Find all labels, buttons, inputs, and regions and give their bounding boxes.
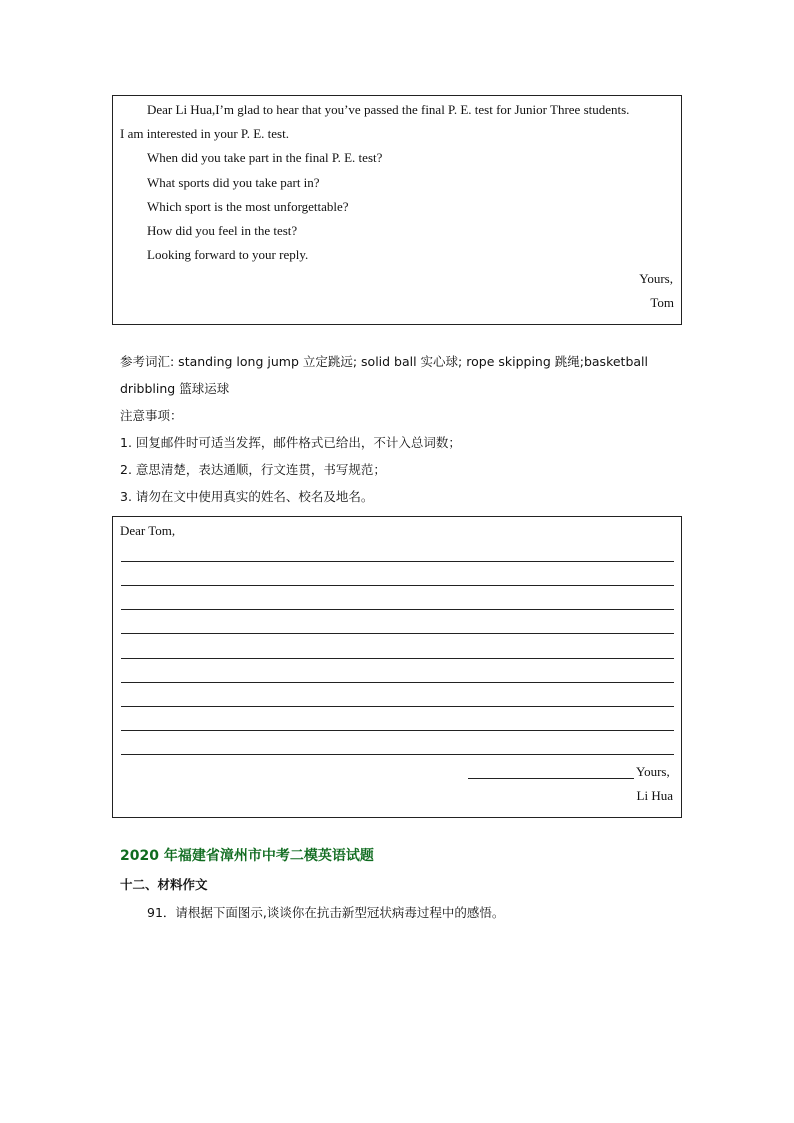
- letter-closing: Yours,: [639, 271, 673, 286]
- writing-line[interactable]: [121, 706, 674, 707]
- notes-item-1: 1. 回复邮件时可适当发挥，邮件格式已给出，不计入总词数；: [120, 435, 461, 450]
- writing-line[interactable]: [121, 730, 674, 731]
- writing-line[interactable]: [121, 754, 674, 755]
- letter-line-1: Dear Li Hua,I’m glad to hear that you’ve passed the final P. E. test for Junior Three students.: [147, 102, 630, 117]
- writing-line[interactable]: [121, 609, 674, 610]
- letter-signature: Tom: [650, 295, 674, 310]
- letter-question-1: When did you take part in the final P. E. test?: [147, 150, 383, 165]
- writing-line[interactable]: [121, 585, 674, 586]
- reply-signature: Li Hua: [636, 788, 673, 803]
- letter-question-3: Which sport is the most unforgettable?: [147, 199, 349, 214]
- letter-question-2: What sports did you take part in?: [147, 175, 320, 190]
- notes-item-2: 2. 意思清楚，表达通顺，行文连贯，书写规范；: [120, 462, 386, 477]
- reply-closing: Yours,: [636, 764, 670, 779]
- writing-line[interactable]: [121, 561, 674, 562]
- notes-heading: 注意事项：: [120, 408, 183, 423]
- letter-question-4: How did you feel in the test?: [147, 223, 298, 238]
- writing-line[interactable]: [121, 633, 674, 634]
- letter-closing-line: Looking forward to your reply.: [147, 247, 309, 262]
- writing-line[interactable]: [121, 658, 674, 659]
- question-91: 91．请根据下面图示,谈谈你在抗击新型冠状病毒过程中的感悟。: [147, 905, 505, 920]
- letter-line-2: I am interested in your P. E. test.: [120, 126, 289, 141]
- notes-item-3: 3. 请勿在文中使用真实的姓名、校名及地名。: [120, 489, 374, 504]
- signature-blank-line[interactable]: [468, 778, 634, 779]
- writing-line[interactable]: [121, 682, 674, 683]
- vocab-line-2: dribbling 篮球运球: [120, 381, 230, 396]
- reply-greeting: Dear Tom,: [120, 523, 176, 538]
- section-title: 2020 年福建省漳州市中考二模英语试题: [120, 848, 374, 864]
- vocab-line-1: 参考词汇: standing long jump 立定跳远; solid ball 实心球; rope skipping 跳绳;basketball: [120, 354, 648, 369]
- section-subtitle: 十二、材料作文: [120, 877, 208, 892]
